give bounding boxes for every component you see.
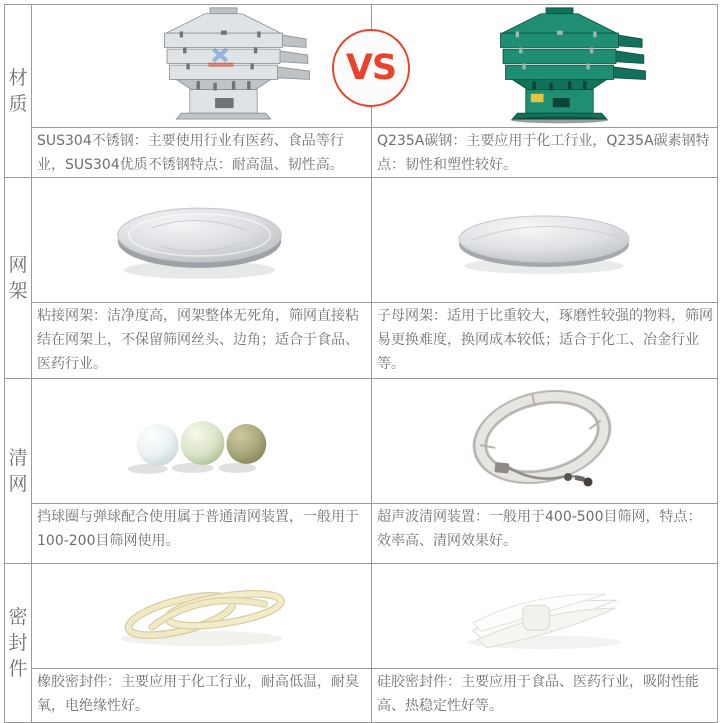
cell-material-right-image <box>372 5 717 128</box>
ultrasonic-ring-image <box>372 379 717 504</box>
bonded-mesh-frame-image <box>32 178 371 303</box>
row-label-seals: 密封件 <box>5 564 32 722</box>
row-label-material: 材质 <box>5 5 32 178</box>
vs-badge-label: VS <box>345 48 397 88</box>
vs-badge <box>332 29 410 107</box>
child-mother-mesh-frame-image <box>372 178 717 303</box>
cleaning-left-description: 挡球圈与弹球配合使用属于普通清网装置，一般用于100-200目筛网使用。 <box>32 504 372 564</box>
cell-material-left-image <box>32 5 372 128</box>
mesh-right-description: 子母网架：适用于比重较大，琢磨性较强的物料，筛网易更换难度，换网成本较低；适合于化工、冶金行业等。 <box>372 303 717 379</box>
stainless-steel-sifter-image <box>121 7 326 125</box>
row-label-mesh-frame: 网架 <box>5 178 32 379</box>
rubber-balls-image <box>32 379 371 504</box>
cell-cleaning-right-image <box>372 379 717 504</box>
cell-seal-right-image <box>372 564 717 669</box>
mesh-left-description: 粘接网架：洁净度高，网架整体无死角，筛网直接粘结在网架上，不保留筛网丝头、边角；适合于食品、医药行业。 <box>32 303 372 379</box>
warning-label <box>531 94 544 102</box>
cell-mesh-right-image <box>372 178 717 303</box>
material-left-description: SUS304不锈钢：主要使用行业有医药、食品等行业，SUS304优质不锈钢特点：耐高温、韧性高。 <box>32 128 372 178</box>
rubber-gasket-image <box>32 564 371 669</box>
silicone-gasket-image <box>372 564 717 669</box>
comparison-table <box>4 4 718 723</box>
cell-mesh-left-image <box>32 178 372 303</box>
seal-right-description: 硅胶密封件：主要应用于食品、医药行业，吸附性能高、热稳定性好等。 <box>377 674 699 714</box>
material-right-description: Q235A碳钢：主要应用于化工行业，Q235A碳素钢特点：韧性和塑性较好。 <box>372 128 717 178</box>
cell-cleaning-left-image <box>32 379 372 504</box>
carbon-steel-sifter-image <box>457 7 662 125</box>
cell-seal-left-image <box>32 564 372 669</box>
row-label-net-cleaning: 清网 <box>5 379 32 564</box>
seal-left-description: 橡胶密封件：主要应用于化工行业，耐高低温，耐臭氧，电绝缘性好。 <box>32 669 372 722</box>
cleaning-right-description: 超声波清网装置：一般用于400-500目筛网，特点：效率高、清网效果好。 <box>372 504 717 564</box>
